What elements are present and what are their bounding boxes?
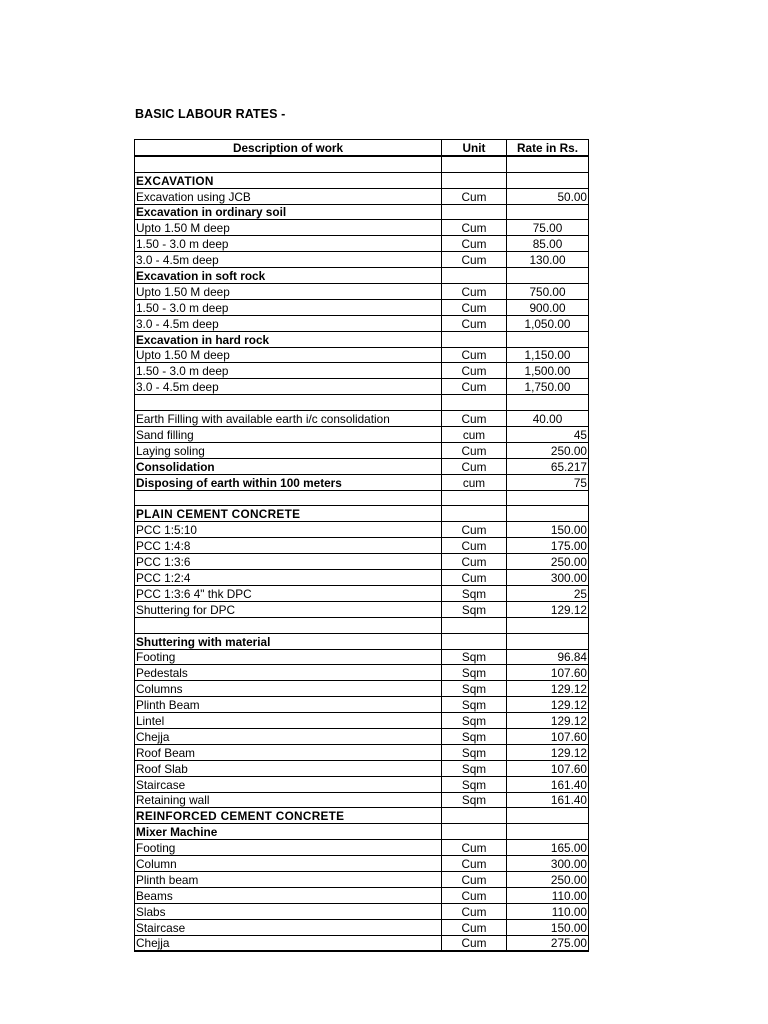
cell-unit [442, 268, 507, 284]
cell-description: Footing [135, 649, 442, 665]
cell-description: Plinth beam [135, 871, 442, 887]
table-row [135, 474, 589, 490]
cell-rate: 107.60 [507, 665, 589, 681]
cell-rate [507, 172, 589, 188]
cell-description: Mixer Machine [135, 824, 442, 840]
cell-unit: Sqm [442, 776, 507, 792]
cell-rate [507, 808, 589, 824]
table-row [135, 633, 589, 649]
table-row [135, 554, 589, 570]
cell-description: Upto 1.50 M deep [135, 220, 442, 236]
cell-description: Upto 1.50 M deep [135, 347, 442, 363]
cell-rate: 65.217 [507, 458, 589, 474]
cell-rate [507, 156, 589, 172]
cell-description: 3.0 - 4.5m deep [135, 252, 442, 268]
cell-rate: 110.00 [507, 887, 589, 903]
cell-rate: 250.00 [507, 442, 589, 458]
cell-rate: 40.00 [507, 411, 589, 427]
cell-unit: cum [442, 474, 507, 490]
cell-unit: Cum [442, 903, 507, 919]
cell-unit: Cum [442, 570, 507, 586]
cell-rate: 75.00 [507, 220, 589, 236]
cell-description: PLAIN CEMENT CONCRETE [135, 506, 442, 522]
cell-unit: Cum [442, 871, 507, 887]
table-row [135, 522, 589, 538]
cell-unit: Cum [442, 840, 507, 856]
cell-description: Excavation in hard rock [135, 331, 442, 347]
cell-rate: 110.00 [507, 903, 589, 919]
table-row [135, 427, 589, 443]
cell-description: Plinth Beam [135, 697, 442, 713]
cell-rate: 300.00 [507, 570, 589, 586]
cell-unit: Cum [442, 236, 507, 252]
table-row [135, 919, 589, 935]
cell-unit: Cum [442, 458, 507, 474]
cell-rate [507, 617, 589, 633]
table-row [135, 808, 589, 824]
cell-rate: 107.60 [507, 760, 589, 776]
cell-rate: 250.00 [507, 871, 589, 887]
cell-unit: Cum [442, 887, 507, 903]
table-row [135, 760, 589, 776]
cell-description: Earth Filling with available earth i/c consolidation [135, 411, 442, 427]
cell-unit: Sqm [442, 681, 507, 697]
header-description: Description of work [135, 140, 442, 156]
cell-description: Footing [135, 840, 442, 856]
table-row [135, 490, 589, 506]
cell-unit: Sqm [442, 744, 507, 760]
cell-rate: 1,050.00 [507, 315, 589, 331]
table-row [135, 665, 589, 681]
cell-description: Excavation in ordinary soil [135, 204, 442, 220]
cell-description [135, 395, 442, 411]
cell-rate: 250.00 [507, 554, 589, 570]
cell-unit: Sqm [442, 760, 507, 776]
cell-description [135, 490, 442, 506]
labour-rates-table [134, 139, 589, 952]
table-row [135, 601, 589, 617]
cell-unit: Sqm [442, 713, 507, 729]
cell-unit: Cum [442, 522, 507, 538]
cell-unit: Cum [442, 442, 507, 458]
table-row [135, 363, 589, 379]
cell-unit [442, 490, 507, 506]
table-row [135, 585, 589, 601]
table-row [135, 188, 589, 204]
cell-unit: Cum [442, 919, 507, 935]
cell-unit [442, 506, 507, 522]
cell-unit: Cum [442, 856, 507, 872]
cell-unit [442, 633, 507, 649]
table-row [135, 792, 589, 808]
cell-description: Shuttering with material [135, 633, 442, 649]
table-row [135, 728, 589, 744]
table-row [135, 570, 589, 586]
table-row [135, 379, 589, 395]
cell-description: Laying soling [135, 442, 442, 458]
cell-unit [442, 204, 507, 220]
cell-description: PCC 1:2:4 [135, 570, 442, 586]
cell-unit: Cum [442, 935, 507, 951]
cell-description: Beams [135, 887, 442, 903]
cell-unit: Sqm [442, 601, 507, 617]
table-row [135, 713, 589, 729]
table-row [135, 299, 589, 315]
cell-rate: 165.00 [507, 840, 589, 856]
cell-unit: Cum [442, 363, 507, 379]
cell-description: Staircase [135, 919, 442, 935]
cell-unit: Cum [442, 188, 507, 204]
cell-unit: Cum [442, 284, 507, 300]
cell-description: Chejja [135, 728, 442, 744]
cell-rate [507, 268, 589, 284]
cell-unit: Cum [442, 347, 507, 363]
cell-unit: Cum [442, 220, 507, 236]
table-row [135, 935, 589, 951]
cell-unit: Cum [442, 379, 507, 395]
cell-rate: 129.12 [507, 713, 589, 729]
cell-unit: Cum [442, 252, 507, 268]
cell-unit [442, 156, 507, 172]
cell-description: 3.0 - 4.5m deep [135, 379, 442, 395]
cell-rate: 900.00 [507, 299, 589, 315]
cell-unit [442, 808, 507, 824]
table-row [135, 776, 589, 792]
table-row [135, 236, 589, 252]
table-row [135, 538, 589, 554]
table-row [135, 649, 589, 665]
cell-unit: Cum [442, 411, 507, 427]
cell-unit [442, 172, 507, 188]
cell-rate: 161.40 [507, 792, 589, 808]
cell-description: Lintel [135, 713, 442, 729]
header-rate: Rate in Rs. [507, 140, 589, 156]
table-row [135, 840, 589, 856]
cell-rate: 275.00 [507, 935, 589, 951]
cell-unit [442, 395, 507, 411]
cell-rate: 45 [507, 427, 589, 443]
cell-rate: 75 [507, 474, 589, 490]
cell-rate: 300.00 [507, 856, 589, 872]
cell-description: Staircase [135, 776, 442, 792]
cell-description: PCC 1:4:8 [135, 538, 442, 554]
table-row [135, 172, 589, 188]
cell-rate [507, 506, 589, 522]
cell-description: Roof Beam [135, 744, 442, 760]
cell-description: Retaining wall [135, 792, 442, 808]
table-row [135, 903, 589, 919]
cell-description [135, 617, 442, 633]
table-row [135, 697, 589, 713]
cell-unit: Cum [442, 538, 507, 554]
cell-rate: 129.12 [507, 744, 589, 760]
cell-rate: 750.00 [507, 284, 589, 300]
cell-description: Column [135, 856, 442, 872]
table-row [135, 856, 589, 872]
header-row [135, 140, 589, 156]
cell-unit: Sqm [442, 697, 507, 713]
cell-description: 1.50 - 3.0 m deep [135, 299, 442, 315]
cell-rate: 1,150.00 [507, 347, 589, 363]
cell-rate [507, 204, 589, 220]
cell-unit: cum [442, 427, 507, 443]
cell-description: 1.50 - 3.0 m deep [135, 363, 442, 379]
cell-description: EXCAVATION [135, 172, 442, 188]
cell-unit: Sqm [442, 728, 507, 744]
cell-rate: 107.60 [507, 728, 589, 744]
table-row [135, 331, 589, 347]
cell-description: PCC 1:3:6 4" thk DPC [135, 585, 442, 601]
cell-unit: Sqm [442, 665, 507, 681]
cell-rate: 161.40 [507, 776, 589, 792]
cell-description: Slabs [135, 903, 442, 919]
table-row [135, 315, 589, 331]
cell-description: Shuttering for DPC [135, 601, 442, 617]
cell-rate: 129.12 [507, 601, 589, 617]
cell-rate: 129.12 [507, 681, 589, 697]
cell-rate: 85.00 [507, 236, 589, 252]
cell-description: Excavation using JCB [135, 188, 442, 204]
table-row [135, 617, 589, 633]
cell-rate [507, 824, 589, 840]
cell-description: 1.50 - 3.0 m deep [135, 236, 442, 252]
cell-unit [442, 331, 507, 347]
cell-description: Chejja [135, 935, 442, 951]
cell-description [135, 156, 442, 172]
cell-description: REINFORCED CEMENT CONCRETE [135, 808, 442, 824]
cell-rate [507, 331, 589, 347]
cell-unit: Cum [442, 299, 507, 315]
table-row [135, 458, 589, 474]
table-row [135, 284, 589, 300]
document-title: BASIC LABOUR RATES - [135, 107, 286, 121]
header-unit: Unit [442, 140, 507, 156]
cell-description: Disposing of earth within 100 meters [135, 474, 442, 490]
cell-rate [507, 490, 589, 506]
cell-rate: 50.00 [507, 188, 589, 204]
table-row [135, 824, 589, 840]
cell-rate: 129.12 [507, 697, 589, 713]
cell-description: PCC 1:3:6 [135, 554, 442, 570]
table-row [135, 395, 589, 411]
cell-rate: 25 [507, 585, 589, 601]
cell-unit: Sqm [442, 585, 507, 601]
table-row [135, 252, 589, 268]
cell-rate: 1,750.00 [507, 379, 589, 395]
cell-description: Excavation in soft rock [135, 268, 442, 284]
cell-description: Pedestals [135, 665, 442, 681]
cell-unit [442, 824, 507, 840]
cell-description: Upto 1.50 M deep [135, 284, 442, 300]
cell-description: Consolidation [135, 458, 442, 474]
cell-rate: 175.00 [507, 538, 589, 554]
table-row [135, 442, 589, 458]
table-row [135, 887, 589, 903]
cell-rate: 130.00 [507, 252, 589, 268]
cell-rate: 96.84 [507, 649, 589, 665]
table-row [135, 204, 589, 220]
table-row [135, 156, 589, 172]
table-row [135, 411, 589, 427]
cell-unit: Cum [442, 315, 507, 331]
cell-rate [507, 633, 589, 649]
table-row [135, 268, 589, 284]
table-row [135, 681, 589, 697]
cell-unit: Sqm [442, 792, 507, 808]
cell-description: Sand filling [135, 427, 442, 443]
table-row [135, 347, 589, 363]
cell-unit: Cum [442, 554, 507, 570]
cell-rate: 150.00 [507, 919, 589, 935]
table-row [135, 871, 589, 887]
cell-unit [442, 617, 507, 633]
cell-unit: Sqm [442, 649, 507, 665]
cell-description: PCC 1:5:10 [135, 522, 442, 538]
cell-description: Columns [135, 681, 442, 697]
cell-rate [507, 395, 589, 411]
cell-description: Roof Slab [135, 760, 442, 776]
table-row [135, 506, 589, 522]
cell-rate: 150.00 [507, 522, 589, 538]
table-body [135, 156, 589, 952]
table-row [135, 744, 589, 760]
cell-rate: 1,500.00 [507, 363, 589, 379]
table-row [135, 220, 589, 236]
cell-description: 3.0 - 4.5m deep [135, 315, 442, 331]
